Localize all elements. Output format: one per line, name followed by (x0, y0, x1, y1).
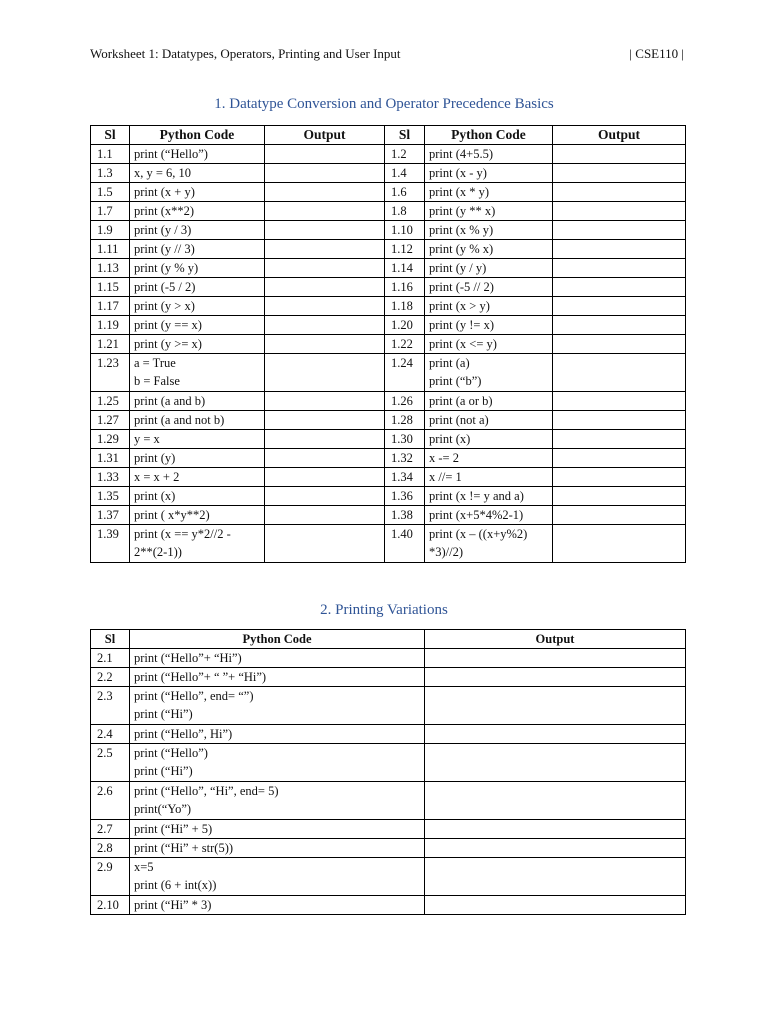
output-answer-cell[interactable] (265, 240, 385, 259)
code-line: print (x+5*4%2-1) (429, 508, 524, 522)
row-number: 1.40 (385, 525, 425, 563)
row-number: 1.5 (91, 183, 130, 202)
python-code-cell (130, 725, 425, 744)
code-line: print (y % y) (134, 261, 199, 275)
table-row (91, 506, 686, 525)
table-row (91, 649, 686, 668)
python-code-cell (130, 278, 265, 297)
output-answer-cell[interactable] (265, 430, 385, 449)
table-row (91, 335, 686, 354)
code-line: print (“Hello”, end= “”) (134, 689, 254, 703)
row-number: 2.5 (91, 744, 130, 782)
section-1-table (90, 125, 686, 563)
code-line: print (x <= y) (429, 337, 497, 351)
code-line: print(“Yo”) (134, 802, 192, 816)
output-answer-cell[interactable] (265, 411, 385, 430)
output-answer-cell[interactable] (265, 316, 385, 335)
row-number: 1.37 (91, 506, 130, 525)
row-number: 1.9 (91, 221, 130, 240)
python-code-cell (425, 525, 553, 563)
header-output: Output (425, 630, 686, 649)
python-code-cell (130, 487, 265, 506)
output-answer-cell[interactable] (265, 202, 385, 221)
python-code-cell (130, 525, 265, 563)
python-code-cell (130, 839, 425, 858)
python-code-cell (425, 392, 553, 411)
python-code-cell (130, 744, 425, 782)
output-answer-cell[interactable] (265, 183, 385, 202)
table-row (91, 316, 686, 335)
section-2-table (90, 629, 686, 915)
header-python-code: Python Code (425, 126, 553, 145)
code-line: print (4+5.5) (429, 147, 493, 161)
row-number: 1.17 (91, 297, 130, 316)
code-line: print (y ** x) (429, 204, 496, 218)
code-line: print (y / y) (429, 261, 487, 275)
row-number: 1.20 (385, 316, 425, 335)
code-line: print (x != y and a) (429, 489, 524, 503)
python-code-cell (425, 221, 553, 240)
output-answer-cell[interactable] (553, 240, 686, 259)
row-number: 1.34 (385, 468, 425, 487)
output-answer-cell[interactable] (265, 297, 385, 316)
code-line: print (not a) (429, 413, 489, 427)
output-answer-cell[interactable] (553, 354, 686, 392)
row-number: 2.7 (91, 820, 130, 839)
row-number: 1.33 (91, 468, 130, 487)
row-number: 1.6 (385, 183, 425, 202)
row-number: 1.18 (385, 297, 425, 316)
table-row (91, 240, 686, 259)
code-line: print (a and b) (134, 394, 206, 408)
code-line: print (“Hello”+ “Hi”) (134, 651, 242, 665)
table-row (91, 354, 686, 392)
row-number: 1.12 (385, 240, 425, 259)
code-line: print (“Hi” + 5) (134, 822, 213, 836)
code-line: print (x + y) (134, 185, 195, 199)
output-answer-cell[interactable] (553, 449, 686, 468)
header-python-code: Python Code (130, 630, 425, 649)
python-code-cell (130, 668, 425, 687)
code-line: print (x * y) (429, 185, 490, 199)
python-code-cell (130, 449, 265, 468)
code-line: print (y == x) (134, 318, 202, 332)
row-number: 1.28 (385, 411, 425, 430)
table-row (91, 183, 686, 202)
python-code-cell (425, 354, 553, 392)
table-row (91, 297, 686, 316)
python-code-cell (425, 449, 553, 468)
output-answer-cell[interactable] (425, 744, 686, 782)
row-number: 1.15 (91, 278, 130, 297)
code-line: x = x + 2 (134, 470, 180, 484)
row-number: 1.30 (385, 430, 425, 449)
table-row (91, 744, 686, 782)
row-number: 1.32 (385, 449, 425, 468)
code-line: x=5 (134, 860, 154, 874)
python-code-cell (130, 297, 265, 316)
row-number: 1.2 (385, 145, 425, 164)
row-number: 1.13 (91, 259, 130, 278)
code-line: print (x % y) (429, 223, 494, 237)
python-code-cell (130, 468, 265, 487)
output-answer-cell[interactable] (265, 164, 385, 183)
output-answer-cell[interactable] (553, 335, 686, 354)
output-answer-cell[interactable] (425, 687, 686, 725)
output-answer-cell[interactable] (265, 525, 385, 563)
python-code-cell (425, 240, 553, 259)
python-code-cell (130, 649, 425, 668)
row-number: 2.4 (91, 725, 130, 744)
code-line: print (x == y*2//2 - (134, 527, 231, 541)
table-row (91, 278, 686, 297)
row-number: 1.19 (91, 316, 130, 335)
code-line: print (-5 // 2) (429, 280, 494, 294)
code-line: a = True (134, 356, 176, 370)
output-answer-cell[interactable] (265, 221, 385, 240)
header-sl: Sl (385, 126, 425, 145)
code-line: print (a) (429, 356, 470, 370)
python-code-cell (130, 782, 425, 820)
table-row (91, 839, 686, 858)
code-line: print (x - y) (429, 166, 487, 180)
output-answer-cell[interactable] (265, 354, 385, 392)
python-code-cell (130, 820, 425, 839)
python-code-cell (425, 335, 553, 354)
table-row (91, 468, 686, 487)
output-answer-cell[interactable] (265, 335, 385, 354)
python-code-cell (130, 430, 265, 449)
header-sl: Sl (91, 126, 130, 145)
output-answer-cell[interactable] (553, 487, 686, 506)
code-line: print (x**2) (134, 204, 195, 218)
python-code-cell (130, 145, 265, 164)
code-line: 2**(2-1)) (134, 545, 182, 559)
table-header-row (91, 126, 686, 145)
output-answer-cell[interactable] (425, 782, 686, 820)
python-code-cell (425, 506, 553, 525)
python-code-cell (130, 335, 265, 354)
section-2-title: 2. Printing Variations (320, 602, 448, 618)
code-line: b = False (134, 374, 180, 388)
row-number: 1.36 (385, 487, 425, 506)
output-answer-cell[interactable] (553, 506, 686, 525)
code-line: print (-5 / 2) (134, 280, 196, 294)
python-code-cell (130, 506, 265, 525)
output-answer-cell[interactable] (265, 278, 385, 297)
output-answer-cell[interactable] (553, 145, 686, 164)
python-code-cell (425, 164, 553, 183)
output-answer-cell[interactable] (265, 259, 385, 278)
table-row (91, 525, 686, 563)
row-number: 1.10 (385, 221, 425, 240)
python-code-cell (425, 202, 553, 221)
code-line: print (y != x) (429, 318, 495, 332)
table-row (91, 202, 686, 221)
python-code-cell (130, 183, 265, 202)
output-answer-cell[interactable] (553, 297, 686, 316)
header-sl: Sl (91, 630, 130, 649)
output-answer-cell[interactable] (553, 221, 686, 240)
table-row (91, 449, 686, 468)
output-answer-cell[interactable] (553, 259, 686, 278)
python-code-cell (425, 316, 553, 335)
row-number: 1.3 (91, 164, 130, 183)
code-line: print (x) (429, 432, 471, 446)
code-line: print (“Hi”) (134, 764, 193, 778)
row-number: 1.11 (91, 240, 130, 259)
code-line: print (“Hi” + str(5)) (134, 841, 234, 855)
section-1-title: 1. Datatype Conversion and Operator Precedence Basics (214, 96, 554, 112)
code-line: print (“Hello”+ “ ”+ “Hi”) (134, 670, 267, 684)
output-answer-cell[interactable] (553, 430, 686, 449)
python-code-cell (130, 259, 265, 278)
code-line: x //= 1 (429, 470, 462, 484)
code-line: print (y > x) (134, 299, 195, 313)
python-code-cell (425, 183, 553, 202)
row-number: 1.14 (385, 259, 425, 278)
python-code-cell (130, 896, 425, 915)
table-row (91, 896, 686, 915)
row-number: 1.24 (385, 354, 425, 392)
row-number: 2.10 (91, 896, 130, 915)
output-answer-cell[interactable] (265, 487, 385, 506)
output-answer-cell[interactable] (265, 392, 385, 411)
code-line: print (y // 3) (134, 242, 195, 256)
code-line: x, y = 6, 10 (134, 166, 192, 180)
row-number: 2.2 (91, 668, 130, 687)
output-answer-cell[interactable] (425, 858, 686, 896)
output-answer-cell[interactable] (425, 668, 686, 687)
output-answer-cell[interactable] (553, 525, 686, 563)
row-number: 1.35 (91, 487, 130, 506)
table-row (91, 411, 686, 430)
table-row (91, 668, 686, 687)
table-row (91, 259, 686, 278)
python-code-cell (130, 221, 265, 240)
row-number: 1.27 (91, 411, 130, 430)
code-line: print (y % x) (429, 242, 494, 256)
row-number: 2.3 (91, 687, 130, 725)
table-row (91, 782, 686, 820)
table-row (91, 820, 686, 839)
code-line: y = x (134, 432, 160, 446)
header-python-code: Python Code (130, 126, 265, 145)
code-line: *3)//2) (429, 545, 464, 559)
output-answer-cell[interactable] (553, 316, 686, 335)
python-code-cell (130, 687, 425, 725)
code-line: print (a or b) (429, 394, 493, 408)
python-code-cell (130, 316, 265, 335)
code-line: print (“Hello”, Hi”) (134, 727, 233, 741)
python-code-cell (130, 354, 265, 392)
output-answer-cell[interactable] (425, 820, 686, 839)
row-number: 1.31 (91, 449, 130, 468)
row-number: 2.8 (91, 839, 130, 858)
python-code-cell (425, 259, 553, 278)
table-row (91, 221, 686, 240)
code-line: print (“Hello”, “Hi”, end= 5) (134, 784, 279, 798)
python-code-cell (130, 392, 265, 411)
row-number: 2.6 (91, 782, 130, 820)
output-answer-cell[interactable] (425, 839, 686, 858)
output-answer-cell[interactable] (553, 468, 686, 487)
python-code-cell (425, 278, 553, 297)
header-output: Output (265, 126, 385, 145)
output-answer-cell[interactable] (265, 468, 385, 487)
code-line: print (x > y) (429, 299, 490, 313)
code-line: print (“Hi” * 3) (134, 898, 212, 912)
row-number: 1.4 (385, 164, 425, 183)
output-answer-cell[interactable] (425, 649, 686, 668)
table-row (91, 430, 686, 449)
python-code-cell (425, 468, 553, 487)
row-number: 1.22 (385, 335, 425, 354)
output-answer-cell[interactable] (553, 278, 686, 297)
output-answer-cell[interactable] (553, 392, 686, 411)
code-line: x -= 2 (429, 451, 459, 465)
output-answer-cell[interactable] (553, 183, 686, 202)
code-line: print (“Hello”) (134, 147, 208, 161)
table-row (91, 145, 686, 164)
row-number: 1.16 (385, 278, 425, 297)
row-number: 1.23 (91, 354, 130, 392)
code-line: print (x) (134, 489, 176, 503)
code-line: print (y) (134, 451, 176, 465)
row-number: 2.1 (91, 649, 130, 668)
code-line: print (y / 3) (134, 223, 192, 237)
code-line: print (y >= x) (134, 337, 202, 351)
header-output: Output (553, 126, 686, 145)
python-code-cell (130, 164, 265, 183)
output-answer-cell[interactable] (425, 896, 686, 915)
python-code-cell (425, 411, 553, 430)
row-number: 1.7 (91, 202, 130, 221)
row-number: 1.39 (91, 525, 130, 563)
output-answer-cell[interactable] (553, 411, 686, 430)
code-line: print (x – ((x+y%2) (429, 527, 528, 541)
row-number: 1.38 (385, 506, 425, 525)
python-code-cell (425, 145, 553, 164)
table-row (91, 487, 686, 506)
row-number: 1.1 (91, 145, 130, 164)
code-line: print (“b”) (429, 374, 482, 388)
header-title: Worksheet 1: Datatypes, Operators, Printing and User Input (90, 46, 401, 61)
row-number: 1.25 (91, 392, 130, 411)
output-answer-cell[interactable] (553, 164, 686, 183)
output-answer-cell[interactable] (265, 506, 385, 525)
python-code-cell (130, 411, 265, 430)
output-answer-cell[interactable] (425, 725, 686, 744)
python-code-cell (425, 487, 553, 506)
code-line: print ( x*y**2) (134, 508, 210, 522)
output-answer-cell[interactable] (265, 449, 385, 468)
code-line: print (6 + int(x)) (134, 878, 217, 892)
table-row (91, 687, 686, 725)
code-line: print (“Hello”) (134, 746, 208, 760)
code-line: print (a and not b) (134, 413, 225, 427)
header-course-code: | CSE110 | (629, 46, 684, 61)
python-code-cell (130, 858, 425, 896)
page-header (90, 46, 684, 62)
output-answer-cell[interactable] (265, 145, 385, 164)
row-number: 1.26 (385, 392, 425, 411)
python-code-cell (130, 202, 265, 221)
code-line: print (“Hi”) (134, 707, 193, 721)
row-number: 2.9 (91, 858, 130, 896)
python-code-cell (425, 430, 553, 449)
table-row (91, 725, 686, 744)
row-number: 1.8 (385, 202, 425, 221)
python-code-cell (425, 297, 553, 316)
table-row (91, 858, 686, 896)
row-number: 1.21 (91, 335, 130, 354)
python-code-cell (130, 240, 265, 259)
table-row (91, 392, 686, 411)
table-header-row (91, 630, 686, 649)
table-row (91, 164, 686, 183)
row-number: 1.29 (91, 430, 130, 449)
output-answer-cell[interactable] (553, 202, 686, 221)
